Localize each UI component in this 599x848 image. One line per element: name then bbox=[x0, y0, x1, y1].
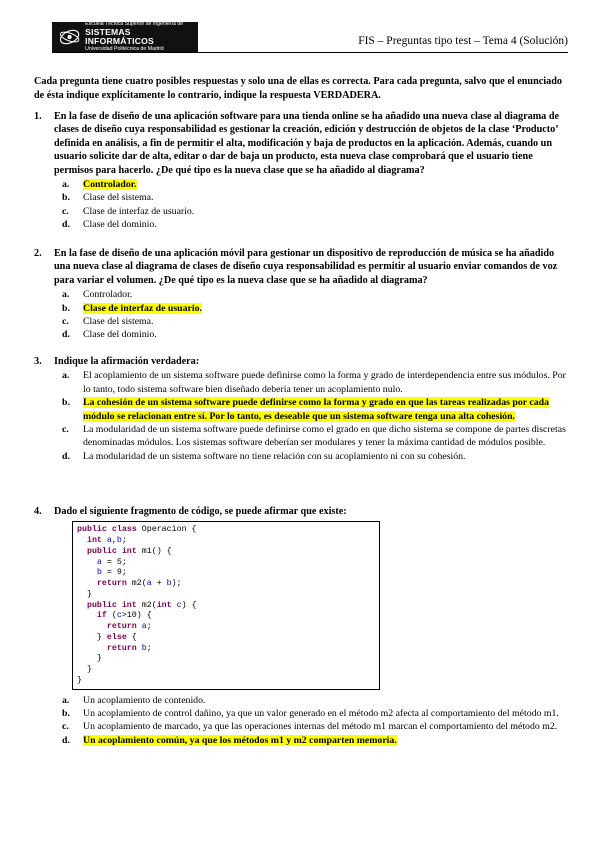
option-text: Clase del sistema. bbox=[83, 192, 154, 204]
answer-option-b bbox=[62, 396, 566, 423]
question-text: En la fase de diseño de una aplicación software para una tienda online se ha añadido una nueva clase al diagrama de clases de diseño cuya responsabilidad es gestionar la creación, edición y destrucción de objetos de la clase ‘Producto’ definida en análisis, a fin de permitir el alta, modificación y baja de productos en la aplicación. Además, cuando un usuario solicite dar de alta, editar o dar de baja un producto, esta nueva clase comprobará que el usuario tiene permisos para hacerlo. ¿De qué tipo es la nueva clase que se ha añadido al diagrama? bbox=[54, 111, 560, 176]
correct-answer-highlight: La cohesión de un sistema software puede definirse como la forma y grado en que las tareas realizadas por cada módulo se relacionan entre sí. Por lo tanto, es deseable que un sistema software tenga una alta cohesión. bbox=[83, 397, 549, 422]
option-text: Clase del dominio. bbox=[83, 329, 157, 341]
question-4 bbox=[34, 505, 566, 747]
option-letter: d. bbox=[62, 219, 70, 231]
question-text: Dado el siguiente fragmento de código, se puede afirmar que existe: bbox=[54, 506, 347, 517]
option-text: Clase de interfaz de usuario. bbox=[83, 205, 195, 217]
answer-option-d bbox=[62, 734, 566, 747]
option-letter: c. bbox=[62, 721, 69, 733]
question-number: 2. bbox=[34, 248, 42, 259]
option-letter: d. bbox=[62, 734, 70, 746]
option-text bbox=[83, 302, 566, 315]
option-letter: c. bbox=[62, 424, 69, 436]
code-line: public int m1() { bbox=[86, 546, 172, 556]
answer-options bbox=[62, 288, 566, 342]
code-line: } bbox=[77, 675, 82, 685]
school-emblem-icon bbox=[58, 26, 81, 48]
option-text: El acoplamiento de un sistema software puede definirse como la forma y grado de interdependencia entre sus módulos. Por lo tanto, todo sistema software bien diseñado debería tener un acoplamiento nulo. bbox=[83, 370, 566, 395]
question-2 bbox=[34, 247, 566, 342]
code-line: } else { bbox=[96, 632, 137, 642]
question-text: En la fase de diseño de una aplicación móvil para gestionar un dispositivo de reproducción de música se ha añadido una nueva clase al diagrama de clases de diseño cuya responsabilidad es permitir al usuario enviar comandos de voz para variar el volumen. ¿De qué tipo es la nueva clase que se ha añadido al diagrama? bbox=[54, 248, 558, 286]
option-text: Un acoplamiento de marcado, ya que las operaciones internas del método m1 marcan el comportamiento del método m2. bbox=[83, 721, 558, 733]
option-letter: b. bbox=[62, 302, 70, 314]
option-text: Un acoplamiento de contenido. bbox=[83, 694, 206, 706]
logo-line-1: Escuela Técnica Superior de Ingeniería de bbox=[85, 21, 184, 28]
answer-option-a bbox=[62, 178, 566, 191]
option-text: La modularidad de un sistema software puede definirse como el grado en que dicho sistema se compone de partes discretas denominadas módulos. Los sistemas software deberían ser modulares y tener la máxima cantidad de módulos posible. bbox=[83, 424, 566, 449]
answer-options bbox=[62, 369, 566, 463]
document-title: FIS – Preguntas tipo test – Tema 4 (Solución) bbox=[358, 35, 568, 47]
answer-options bbox=[62, 178, 566, 232]
answer-option-c bbox=[62, 423, 566, 450]
answer-option-a bbox=[62, 694, 566, 707]
option-letter: d. bbox=[62, 329, 70, 341]
option-letter: a. bbox=[62, 179, 70, 191]
option-text: Controlador. bbox=[83, 289, 133, 301]
option-text: Clase del dominio. bbox=[83, 219, 157, 231]
option-text: Clase del sistema. bbox=[83, 316, 154, 328]
code-line: a = 5; bbox=[96, 557, 127, 567]
code-line: } bbox=[86, 665, 92, 675]
answer-option-a bbox=[62, 288, 566, 301]
option-letter: a. bbox=[62, 289, 70, 301]
option-letter: c. bbox=[62, 205, 69, 217]
code-line: } bbox=[86, 589, 92, 599]
code-line: int a,b; bbox=[86, 536, 127, 546]
code-line: } bbox=[96, 654, 102, 664]
answer-option-b bbox=[62, 191, 566, 204]
answer-option-c bbox=[62, 720, 566, 733]
code-line: return m2(a + b); bbox=[96, 579, 182, 589]
instructions: Cada pregunta tiene cuatro posibles respuestas y solo una de ellas es correcta. Para cada pregunta, salvo que el enunciado de ésta indique explícitamente lo contrario, indique la respuesta VERDADERA. bbox=[34, 76, 562, 101]
code-line: b = 9; bbox=[96, 568, 127, 578]
code-line: if (c>10) { bbox=[96, 611, 152, 621]
option-letter: b. bbox=[62, 708, 70, 720]
answer-options bbox=[62, 694, 566, 748]
option-text bbox=[83, 734, 566, 747]
code-snippet bbox=[72, 521, 380, 689]
option-letter: b. bbox=[62, 192, 70, 204]
answer-option-d bbox=[62, 450, 566, 463]
option-letter: c. bbox=[62, 316, 69, 328]
answer-option-a bbox=[62, 369, 566, 396]
answer-option-b bbox=[62, 302, 566, 315]
answer-option-c bbox=[62, 315, 566, 328]
answer-option-d bbox=[62, 218, 566, 231]
logo-line-2: SISTEMAS INFORMÁTICOS bbox=[85, 27, 154, 46]
option-text: Un acoplamiento de control dañino, ya que un valor generado en el método m2 afecta al comportamiento del método m1. bbox=[83, 708, 559, 720]
answer-option-b bbox=[62, 707, 566, 720]
option-letter: b. bbox=[62, 397, 70, 409]
question-text: Indique la afirmación verdadera: bbox=[54, 356, 200, 367]
question-1 bbox=[34, 110, 566, 232]
answer-option-c bbox=[62, 205, 566, 218]
option-letter: a. bbox=[62, 370, 70, 382]
header-divider bbox=[52, 52, 568, 53]
correct-answer-highlight: Un acoplamiento común, ya que los métodos m1 y m2 comparten memoria. bbox=[83, 734, 397, 746]
question-number: 4. bbox=[34, 506, 42, 517]
code-line: public class Operacion { bbox=[77, 525, 197, 535]
question-number: 1. bbox=[34, 111, 42, 122]
answer-option-d bbox=[62, 328, 566, 341]
code-line: return b; bbox=[106, 643, 152, 653]
option-letter: a. bbox=[62, 694, 70, 706]
option-text bbox=[83, 396, 566, 423]
option-text: La modularidad de un sistema software no tiene relación con su acoplamiento ni con su cohesión. bbox=[83, 450, 466, 462]
correct-answer-highlight: Controlador. bbox=[83, 179, 137, 191]
question-number: 3. bbox=[34, 356, 42, 367]
code-line: public int m2(int c) { bbox=[86, 600, 197, 610]
code-line: return a; bbox=[106, 622, 152, 632]
logo-line-3: Universidad Politécnica de Madrid bbox=[85, 45, 164, 52]
correct-answer-highlight: Clase de interfaz de usuario. bbox=[83, 302, 202, 314]
question-3 bbox=[34, 355, 566, 463]
page-header bbox=[52, 22, 568, 56]
university-logo bbox=[52, 22, 198, 52]
option-letter: d. bbox=[62, 450, 70, 462]
option-text bbox=[83, 178, 566, 191]
